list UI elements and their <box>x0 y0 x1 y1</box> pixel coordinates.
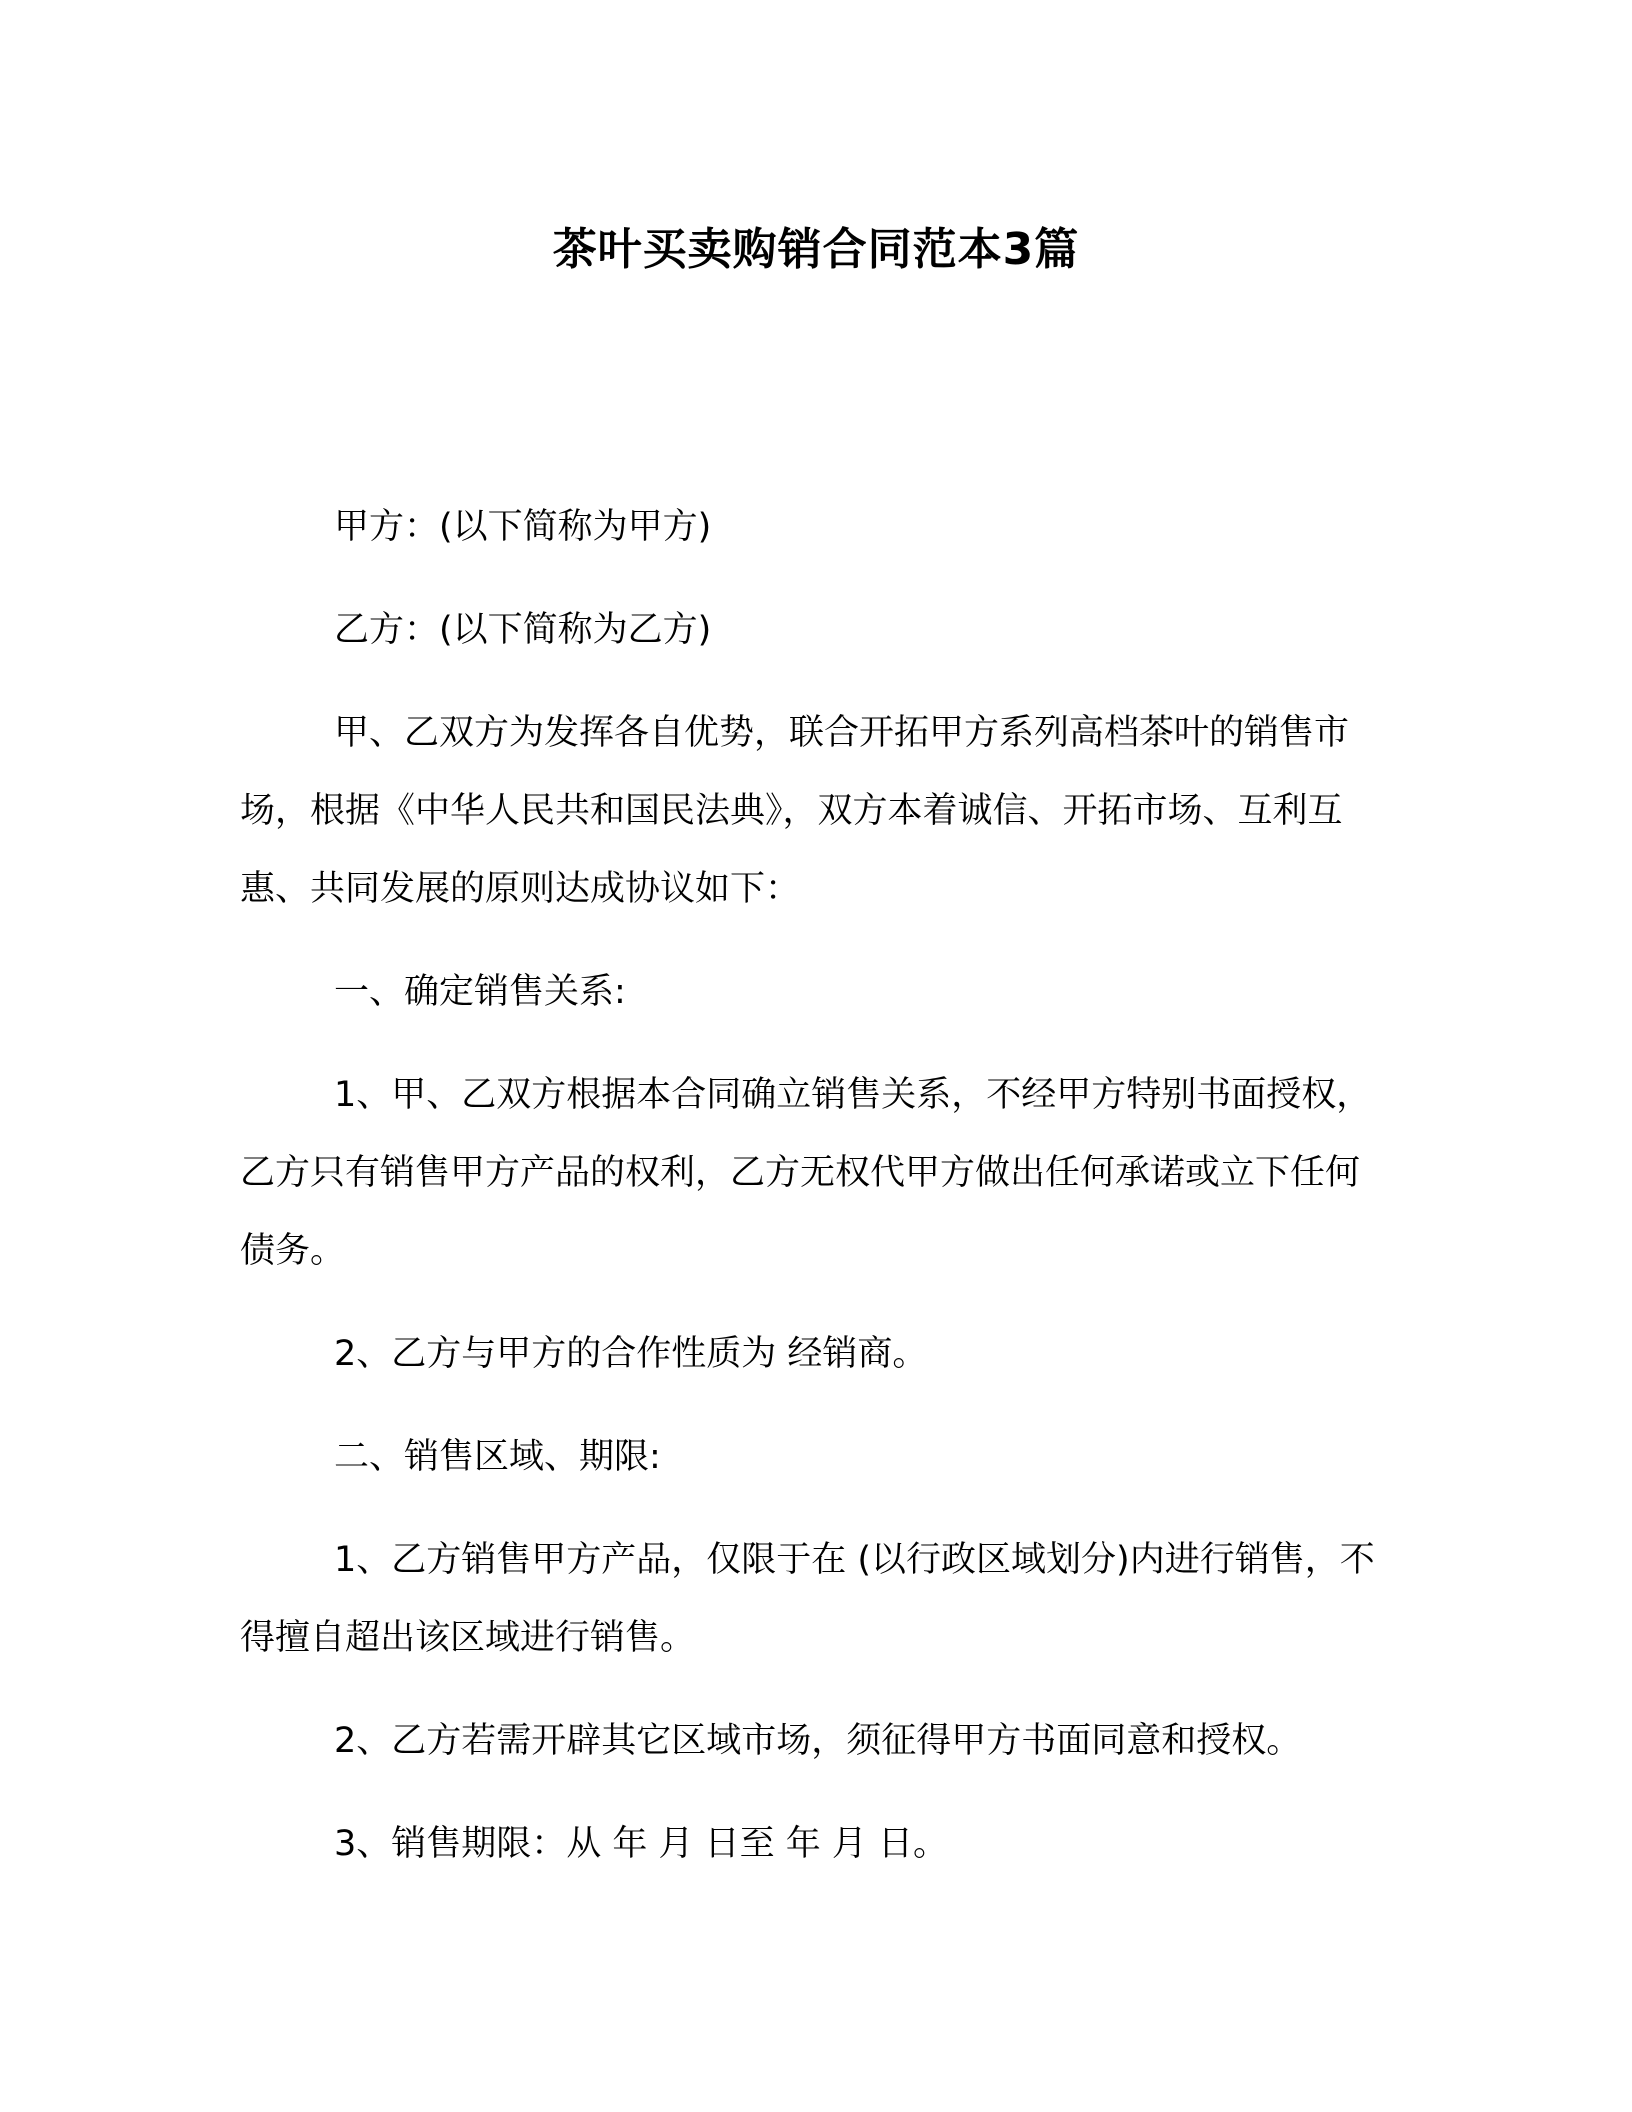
clause-1-2: 2、乙方与甲方的合作性质为 经销商。 <box>334 1334 928 1374</box>
section-heading-1: 一、确定销售关系: <box>334 972 626 1012</box>
clause-1-1: 1、甲、乙双方根据本合同确立销售关系，不经甲方特别书面授权，乙方只有销售甲方产品的权利，乙方无权代甲方做出任何承诺或立下任何债务。 <box>240 1075 1372 1271</box>
party-b-line: 乙方：(以下简称为乙方) <box>334 610 712 650</box>
document-title: 茶叶买卖购销合同范本3篇 <box>552 224 1080 275</box>
party-a-line: 甲方：(以下简称为甲方) <box>334 507 712 547</box>
clause-2-1: 1、乙方销售甲方产品，仅限于在 (以行政区域划分)内进行销售，不得擅自超出该区域进行销售。 <box>240 1540 1375 1658</box>
section-heading-2: 二、销售区域、期限: <box>334 1437 661 1477</box>
document-body <box>240 488 1380 1908</box>
preamble-paragraph: 甲、乙双方为发挥各自优势，联合开拓甲方系列高档茶叶的销售市场，根据《中华人民共和国民法典》，双方本着诚信、开拓市场、互利互惠、共同发展的原则达成协议如下： <box>240 713 1350 909</box>
clause-2-2: 2、乙方若需开辟其它区域市场，须征得甲方书面同意和授权。 <box>334 1721 1302 1761</box>
clause-2-3: 3、销售期限：从 年 月 日至 年 月 日。 <box>334 1824 949 1864</box>
